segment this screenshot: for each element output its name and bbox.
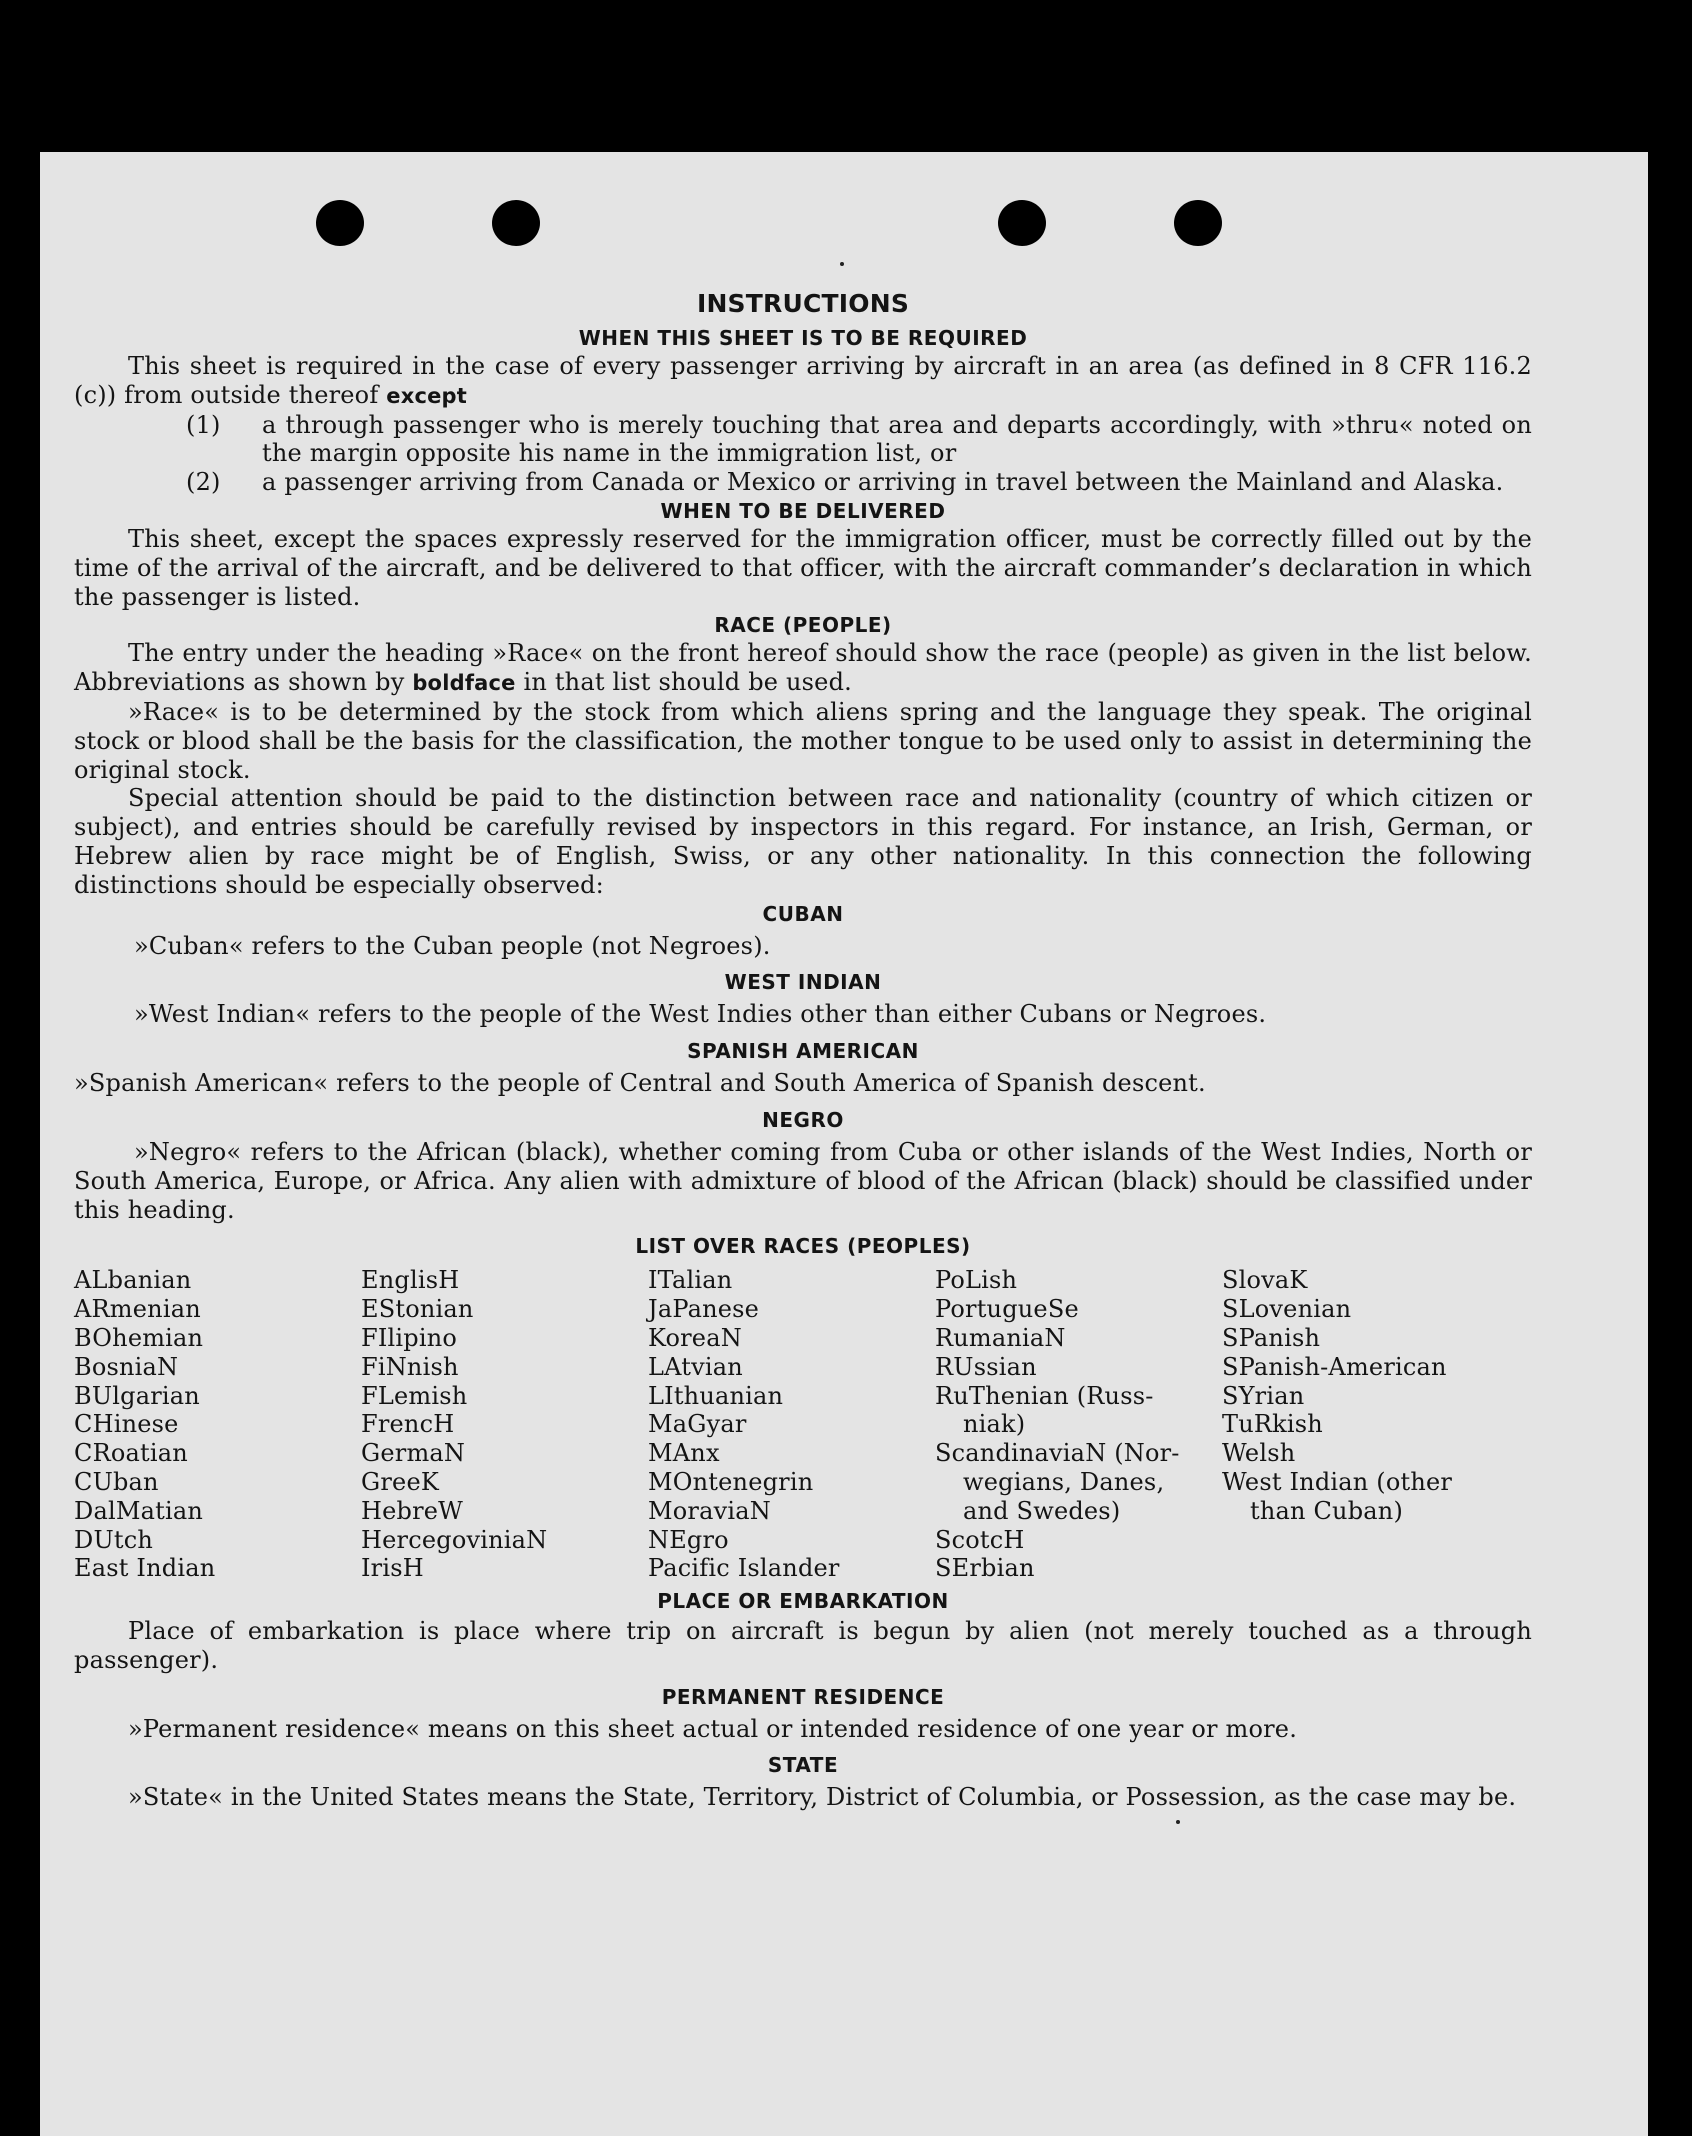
race-item: Pacific Islander	[648, 1554, 840, 1583]
race-item-continued: and Swedes)	[963, 1496, 1121, 1525]
race-item: SPanish-American	[1222, 1352, 1447, 1381]
punch-hole	[492, 200, 540, 246]
spanish-american-text: »Spanish American« refers to the people of Central and South America of Spanish descent.	[74, 1069, 1206, 1098]
race-item: TuRkish	[1222, 1410, 1323, 1439]
section-heading-west-indian: WEST INDIAN	[724, 970, 882, 995]
delivered-text: This sheet, except the spaces expressly reserved for the immigration officer, must be correctly filled out by the time of the arrival of the aircraft, and be delivered to that officer, with the aircraft commander’s declaration in which the passenger is listed.	[74, 524, 1532, 611]
race-item: JaPanese	[648, 1295, 760, 1324]
race-item: ARmenian	[74, 1295, 201, 1324]
race-item: CUban	[74, 1467, 159, 1496]
race-item: BUlgarian	[74, 1381, 200, 1410]
section-heading-delivered: WHEN TO BE DELIVERED	[660, 498, 946, 523]
section-heading-spanish-american: SPANISH AMERICAN	[687, 1039, 919, 1064]
item-number: (1)	[186, 410, 221, 439]
race-item: LAtvian	[648, 1352, 743, 1381]
race-list-column	[361, 1266, 648, 1583]
race-paragraph-2: »Race« is to be determined by the stock from which aliens spring and the language they speak. The original stock or blood shall be the basis for the classification, the mother tongue to be used only to assist in determining the original stock.	[74, 697, 1532, 784]
race-item-continued: than Cuban)	[1250, 1496, 1404, 1525]
race-paragraph-1	[74, 639, 1532, 698]
race-item: CRoatian	[74, 1439, 188, 1468]
exception-item-2	[74, 468, 1532, 497]
item-number: (2)	[186, 468, 221, 497]
race-item: MOntenegrin	[648, 1467, 814, 1496]
section-heading-required: WHEN THIS SHEET IS TO BE REQUIRED	[578, 326, 1028, 350]
race-item: SErbian	[935, 1554, 1035, 1583]
race-item: KoreaN	[648, 1323, 742, 1352]
west-indian-text: »West Indian« refers to the people of the West Indies other than either Cubans or Negroes.	[134, 1000, 1267, 1029]
race-item: LIthuanian	[648, 1381, 784, 1410]
item-text: a through passenger who is merely touching that area and departs accordingly, with »thru« noted on the margin opposite his name in the immigration list, or	[262, 410, 1532, 468]
race-item: SPanish	[1222, 1323, 1321, 1352]
race-item: RumaniaN	[935, 1323, 1066, 1352]
negro-text: »Negro« refers to the African (black), whether coming from Cuba or other islands of the West Indies, North or South America, Europe, or Africa. Any alien with admixture of blood of the African (black) should be classified under this heading.	[74, 1137, 1532, 1224]
race-list-column	[935, 1266, 1222, 1583]
race-item: ITalian	[648, 1266, 733, 1295]
race-item: HebreW	[361, 1496, 464, 1525]
required-intro	[74, 352, 1532, 411]
cuban-text: »Cuban« refers to the Cuban people (not Negroes).	[134, 931, 771, 960]
race-item: FrencH	[361, 1410, 455, 1439]
race-item: FIlipino	[361, 1323, 458, 1352]
race-item: GreeK	[361, 1467, 439, 1496]
race-item: HercegoviniaN	[361, 1525, 548, 1554]
section-heading-state: STATE	[767, 1753, 839, 1778]
race-item: MAnx	[648, 1439, 720, 1468]
race-item: MoraviaN	[648, 1496, 771, 1525]
race-list	[74, 1266, 1532, 1583]
section-heading-race: RACE (PEOPLE)	[714, 613, 892, 638]
race-item: GermaN	[361, 1439, 466, 1468]
section-heading-residence: PERMANENT RESIDENCE	[661, 1684, 945, 1709]
race-item: FLemish	[361, 1381, 468, 1410]
race-item: East Indian	[74, 1554, 216, 1583]
section-heading-negro: NEGRO	[762, 1107, 844, 1132]
race-item: ScotcH	[935, 1525, 1025, 1554]
race-item: RUssian	[935, 1352, 1037, 1381]
race-item: RuThenian (Russ-	[935, 1381, 1154, 1410]
race-item: West Indian (other	[1222, 1467, 1453, 1496]
race-item: SlovaK	[1222, 1266, 1308, 1295]
race-item: FiNnish	[361, 1352, 459, 1381]
race-item: Welsh	[1222, 1439, 1296, 1468]
race-item: PortugueSe	[935, 1295, 1079, 1324]
punch-hole	[998, 200, 1046, 246]
race-item: DalMatian	[74, 1496, 203, 1525]
item-text: a passenger arriving from Canada or Mexico or arriving in travel between the Mainland and Alaska.	[262, 468, 1504, 497]
race-item: CHinese	[74, 1410, 179, 1439]
speck	[1176, 1820, 1180, 1824]
state-text: »State« in the United States means the State, Territory, District of Columbia, or Possession, as the case may be.	[128, 1783, 1517, 1812]
race-item: BOhemian	[74, 1323, 204, 1352]
race-item-continued: wegians, Danes,	[963, 1467, 1165, 1496]
required-intro-text: This sheet is required in the case of every passenger arriving by aircraft in an area (as defined in 8 CFR 116.2 (c)) from outside thereof	[74, 352, 1532, 409]
race-item: PoLish	[935, 1266, 1018, 1295]
section-heading-embarkation: PLACE OR EMBARKATION	[657, 1589, 949, 1614]
race-item: IrisH	[361, 1554, 424, 1583]
punch-hole	[316, 200, 364, 246]
race-item: ALbanian	[74, 1266, 192, 1295]
race-item: BosniaN	[74, 1352, 179, 1381]
exception-item-1	[74, 411, 1532, 469]
except-bold: except	[386, 383, 467, 408]
race-item: SYrian	[1222, 1381, 1305, 1410]
punch-hole	[1174, 200, 1222, 246]
speck	[840, 262, 844, 266]
embarkation-text: Place of embarkation is place where trip on aircraft is begun by alien (not merely touched as a through passenger).	[74, 1617, 1532, 1674]
race-item: EStonian	[361, 1295, 474, 1324]
boldface-word: boldface	[412, 671, 516, 696]
race-item: MaGyar	[648, 1410, 747, 1439]
race-list-column	[74, 1266, 361, 1583]
race-item: SLovenian	[1222, 1295, 1352, 1324]
residence-text: »Permanent residence« means on this sheet actual or intended residence of one year or more.	[128, 1714, 1298, 1743]
race-item: NEgro	[648, 1525, 729, 1554]
document-sheet	[40, 152, 1648, 2136]
race-item: DUtch	[74, 1525, 154, 1554]
race-item: EnglisH	[361, 1266, 460, 1295]
race-paragraph-3: Special attention should be paid to the distinction between race and nationality (country of which citizen or subject), and entries should be carefully revised by inspectors in this regard. For instance, an Irish, German, or Hebrew alien by race might be of English, Swiss, or any other nationality. In this connection the following distinctions should be especially observed:	[74, 784, 1532, 899]
page-title: INSTRUCTIONS	[696, 289, 910, 318]
race-list-column	[648, 1266, 935, 1583]
section-heading-cuban: CUBAN	[762, 901, 844, 926]
race-list-column	[1222, 1266, 1509, 1583]
instructions-content	[74, 284, 1532, 1812]
race-item-continued: niak)	[963, 1410, 1026, 1439]
section-heading-race-list: LIST OVER RACES (PEOPLES)	[635, 1234, 971, 1259]
race-p1-text-end: in that list should be used.	[523, 668, 852, 697]
race-item: ScandinaviaN (Nor-	[935, 1439, 1180, 1468]
race-p1-text: The entry under the heading »Race« on the front hereof should show the race (people) as given in the list below. Abbreviations as shown by	[74, 639, 1532, 697]
